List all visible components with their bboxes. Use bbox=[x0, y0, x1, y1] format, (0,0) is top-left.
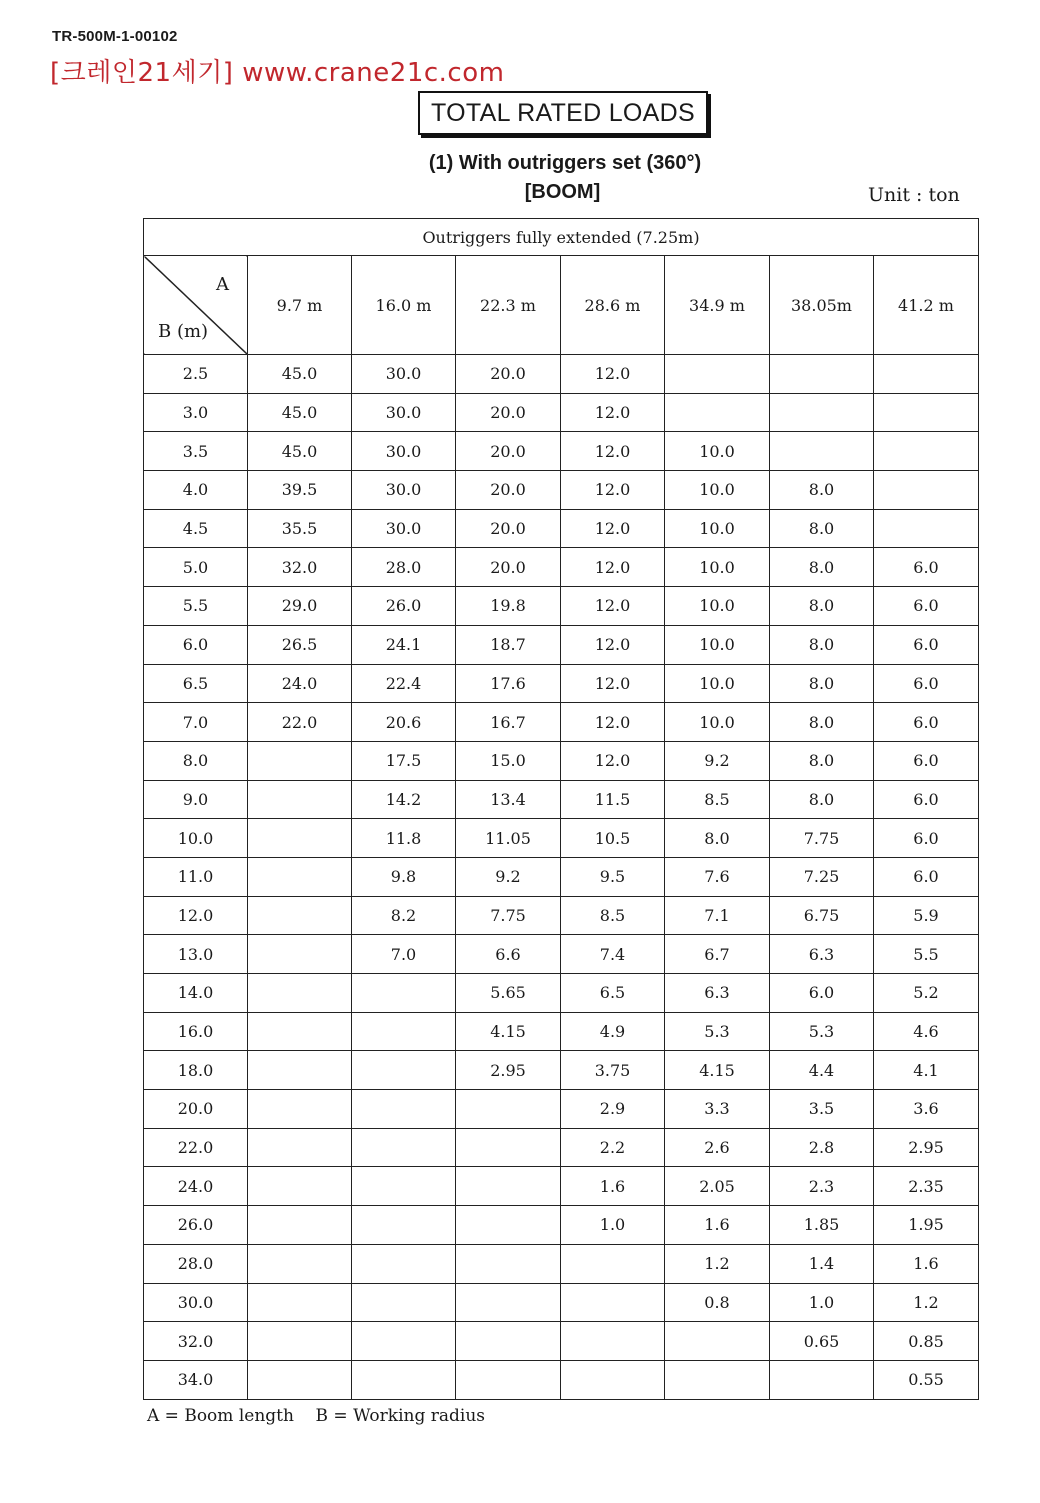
load-cell: 11.8 bbox=[352, 819, 456, 858]
load-cell: 1.0 bbox=[770, 1283, 874, 1322]
load-cell: 4.6 bbox=[874, 1012, 979, 1051]
load-cell: 10.0 bbox=[665, 587, 770, 626]
table-row bbox=[144, 819, 979, 858]
load-cell: 8.0 bbox=[770, 587, 874, 626]
table-row bbox=[144, 393, 979, 432]
table-row bbox=[144, 1206, 979, 1245]
load-cell: 12.0 bbox=[561, 703, 665, 742]
load-cell: 8.0 bbox=[665, 819, 770, 858]
load-cell: 10.0 bbox=[665, 625, 770, 664]
radius-cell: 26.0 bbox=[144, 1206, 248, 1245]
load-cell: 39.5 bbox=[248, 471, 352, 510]
load-cell: 7.75 bbox=[770, 819, 874, 858]
table-row bbox=[144, 857, 979, 896]
load-cell bbox=[874, 509, 979, 548]
radius-cell: 3.5 bbox=[144, 432, 248, 471]
subtitle: (1) With outriggers set (360°) bbox=[428, 152, 702, 174]
load-cell: 4.9 bbox=[561, 1012, 665, 1051]
load-cell: 9.2 bbox=[665, 741, 770, 780]
load-cell: 11.05 bbox=[456, 819, 561, 858]
watermark-text: [크레인21세기] www.crane21c.com bbox=[50, 58, 505, 88]
radius-cell: 6.0 bbox=[144, 625, 248, 664]
table-row bbox=[144, 1283, 979, 1322]
load-cell: 6.5 bbox=[561, 974, 665, 1013]
load-cell bbox=[248, 1167, 352, 1206]
table-row bbox=[144, 896, 979, 935]
load-cell: 10.0 bbox=[665, 703, 770, 742]
load-cell: 9.5 bbox=[561, 857, 665, 896]
table-row bbox=[144, 1244, 979, 1283]
load-cell: 8.0 bbox=[770, 548, 874, 587]
rated-loads-table bbox=[143, 218, 979, 1400]
load-cell: 0.8 bbox=[665, 1283, 770, 1322]
load-cell: 4.4 bbox=[770, 1051, 874, 1090]
radius-cell: 7.0 bbox=[144, 703, 248, 742]
column-header-boom-length: 9.7 m bbox=[248, 256, 352, 355]
radius-cell: 10.0 bbox=[144, 819, 248, 858]
load-cell: 12.0 bbox=[561, 625, 665, 664]
radius-cell: 5.5 bbox=[144, 587, 248, 626]
load-cell: 45.0 bbox=[248, 355, 352, 394]
load-cell: 1.85 bbox=[770, 1206, 874, 1245]
load-cell: 16.7 bbox=[456, 703, 561, 742]
load-cell bbox=[352, 1322, 456, 1361]
radius-cell: 3.0 bbox=[144, 393, 248, 432]
load-cell: 1.0 bbox=[561, 1206, 665, 1245]
load-cell bbox=[874, 432, 979, 471]
load-cell: 30.0 bbox=[352, 393, 456, 432]
load-cell: 10.0 bbox=[665, 509, 770, 548]
load-cell: 8.0 bbox=[770, 780, 874, 819]
load-cell: 10.0 bbox=[665, 664, 770, 703]
table-row bbox=[144, 664, 979, 703]
load-cell: 32.0 bbox=[248, 548, 352, 587]
column-header-boom-length: 41.2 m bbox=[874, 256, 979, 355]
load-cell bbox=[561, 1283, 665, 1322]
load-cell: 5.5 bbox=[874, 935, 979, 974]
load-cell bbox=[770, 393, 874, 432]
load-cell bbox=[665, 1360, 770, 1399]
load-cell: 15.0 bbox=[456, 741, 561, 780]
table-row bbox=[144, 471, 979, 510]
radius-cell: 5.0 bbox=[144, 548, 248, 587]
load-cell: 24.1 bbox=[352, 625, 456, 664]
load-cell bbox=[352, 1283, 456, 1322]
legend-note: A = Boom length B = Working radius bbox=[147, 1406, 485, 1426]
radius-cell: 4.5 bbox=[144, 509, 248, 548]
load-cell: 10.0 bbox=[665, 548, 770, 587]
column-header-boom-length: 38.05m bbox=[770, 256, 874, 355]
load-cell: 1.6 bbox=[665, 1206, 770, 1245]
load-cell: 2.9 bbox=[561, 1090, 665, 1129]
load-cell bbox=[770, 432, 874, 471]
load-cell: 3.6 bbox=[874, 1090, 979, 1129]
radius-cell: 13.0 bbox=[144, 935, 248, 974]
load-cell: 17.6 bbox=[456, 664, 561, 703]
load-cell bbox=[561, 1322, 665, 1361]
table-row bbox=[144, 703, 979, 742]
load-cell: 6.0 bbox=[874, 703, 979, 742]
load-cell bbox=[352, 1244, 456, 1283]
table-row bbox=[144, 587, 979, 626]
load-cell: 45.0 bbox=[248, 432, 352, 471]
load-cell bbox=[456, 1283, 561, 1322]
table-row bbox=[144, 548, 979, 587]
load-cell bbox=[352, 1360, 456, 1399]
load-cell: 24.0 bbox=[248, 664, 352, 703]
load-cell: 8.0 bbox=[770, 471, 874, 510]
load-cell: 7.0 bbox=[352, 935, 456, 974]
load-cell: 1.95 bbox=[874, 1206, 979, 1245]
load-cell bbox=[456, 1244, 561, 1283]
load-cell bbox=[248, 1051, 352, 1090]
table-row bbox=[144, 1167, 979, 1206]
load-cell: 6.0 bbox=[874, 548, 979, 587]
load-cell bbox=[248, 1322, 352, 1361]
table-row bbox=[144, 432, 979, 471]
load-cell: 12.0 bbox=[561, 432, 665, 471]
load-cell: 5.3 bbox=[770, 1012, 874, 1051]
load-cell: 30.0 bbox=[352, 355, 456, 394]
load-cell: 1.2 bbox=[874, 1283, 979, 1322]
radius-cell: 20.0 bbox=[144, 1090, 248, 1129]
load-cell: 19.8 bbox=[456, 587, 561, 626]
radius-cell: 16.0 bbox=[144, 1012, 248, 1051]
load-cell bbox=[248, 1012, 352, 1051]
load-cell: 2.8 bbox=[770, 1128, 874, 1167]
load-cell bbox=[352, 1128, 456, 1167]
load-cell bbox=[352, 1090, 456, 1129]
load-cell: 4.15 bbox=[456, 1012, 561, 1051]
load-cell: 18.7 bbox=[456, 625, 561, 664]
load-cell bbox=[352, 1167, 456, 1206]
section-label: [BOOM] bbox=[524, 181, 601, 203]
load-cell bbox=[248, 896, 352, 935]
load-cell: 8.0 bbox=[770, 703, 874, 742]
load-cell: 20.0 bbox=[456, 548, 561, 587]
load-cell: 8.0 bbox=[770, 625, 874, 664]
radius-cell: 30.0 bbox=[144, 1283, 248, 1322]
load-cell: 2.3 bbox=[770, 1167, 874, 1206]
load-cell: 8.0 bbox=[770, 509, 874, 548]
load-cell: 5.65 bbox=[456, 974, 561, 1013]
load-cell: 22.0 bbox=[248, 703, 352, 742]
load-cell: 10.0 bbox=[665, 471, 770, 510]
load-cell: 7.1 bbox=[665, 896, 770, 935]
load-cell bbox=[352, 1051, 456, 1090]
table-body bbox=[144, 355, 979, 1400]
load-cell: 20.0 bbox=[456, 509, 561, 548]
load-cell bbox=[248, 1128, 352, 1167]
load-cell bbox=[248, 1360, 352, 1399]
load-cell: 12.0 bbox=[561, 355, 665, 394]
table-row bbox=[144, 935, 979, 974]
load-cell: 20.0 bbox=[456, 355, 561, 394]
load-cell: 30.0 bbox=[352, 471, 456, 510]
load-cell: 14.2 bbox=[352, 780, 456, 819]
load-cell: 2.35 bbox=[874, 1167, 979, 1206]
load-cell bbox=[248, 1283, 352, 1322]
load-cell: 45.0 bbox=[248, 393, 352, 432]
load-cell: 12.0 bbox=[561, 509, 665, 548]
load-cell: 3.5 bbox=[770, 1090, 874, 1129]
load-cell: 1.4 bbox=[770, 1244, 874, 1283]
load-cell: 20.6 bbox=[352, 703, 456, 742]
table-row bbox=[144, 1360, 979, 1399]
load-cell: 20.0 bbox=[456, 393, 561, 432]
table-row bbox=[144, 780, 979, 819]
load-cell: 2.95 bbox=[456, 1051, 561, 1090]
radius-cell: 8.0 bbox=[144, 741, 248, 780]
corner-label-b: B (m) bbox=[158, 321, 209, 342]
load-cell bbox=[456, 1206, 561, 1245]
corner-header-cell bbox=[144, 256, 248, 355]
load-cell: 5.3 bbox=[665, 1012, 770, 1051]
load-cell: 4.15 bbox=[665, 1051, 770, 1090]
load-cell bbox=[248, 1206, 352, 1245]
load-cell bbox=[352, 1012, 456, 1051]
load-cell bbox=[770, 1360, 874, 1399]
load-cell bbox=[665, 355, 770, 394]
load-cell bbox=[352, 1206, 456, 1245]
load-cell: 7.75 bbox=[456, 896, 561, 935]
load-cell: 1.2 bbox=[665, 1244, 770, 1283]
load-cell: 8.0 bbox=[770, 664, 874, 703]
load-cell bbox=[248, 935, 352, 974]
load-cell: 10.5 bbox=[561, 819, 665, 858]
radius-cell: 22.0 bbox=[144, 1128, 248, 1167]
radius-cell: 32.0 bbox=[144, 1322, 248, 1361]
table-row bbox=[144, 355, 979, 394]
table-row bbox=[144, 1128, 979, 1167]
load-cell: 0.85 bbox=[874, 1322, 979, 1361]
load-cell bbox=[456, 1128, 561, 1167]
load-cell: 20.0 bbox=[456, 471, 561, 510]
corner-label-a: A bbox=[216, 274, 229, 295]
load-cell: 35.5 bbox=[248, 509, 352, 548]
load-cell bbox=[561, 1244, 665, 1283]
load-cell: 29.0 bbox=[248, 587, 352, 626]
load-cell: 2.6 bbox=[665, 1128, 770, 1167]
column-header-row bbox=[144, 256, 979, 355]
table-row bbox=[144, 1322, 979, 1361]
radius-cell: 11.0 bbox=[144, 857, 248, 896]
radius-cell: 28.0 bbox=[144, 1244, 248, 1283]
load-cell: 0.55 bbox=[874, 1360, 979, 1399]
radius-cell: 34.0 bbox=[144, 1360, 248, 1399]
radius-cell: 2.5 bbox=[144, 355, 248, 394]
load-cell bbox=[248, 819, 352, 858]
load-cell: 9.8 bbox=[352, 857, 456, 896]
radius-cell: 12.0 bbox=[144, 896, 248, 935]
load-cell bbox=[456, 1090, 561, 1129]
load-cell bbox=[770, 355, 874, 394]
load-cell bbox=[248, 1244, 352, 1283]
load-cell: 6.0 bbox=[874, 587, 979, 626]
load-cell: 10.0 bbox=[665, 432, 770, 471]
load-cell: 26.5 bbox=[248, 625, 352, 664]
load-cell: 1.6 bbox=[874, 1244, 979, 1283]
load-cell bbox=[874, 471, 979, 510]
load-cell bbox=[665, 1322, 770, 1361]
load-cell: 6.3 bbox=[665, 974, 770, 1013]
load-cell: 3.75 bbox=[561, 1051, 665, 1090]
load-cell: 5.9 bbox=[874, 896, 979, 935]
load-cell: 6.7 bbox=[665, 935, 770, 974]
load-cell: 12.0 bbox=[561, 741, 665, 780]
load-cell: 3.3 bbox=[665, 1090, 770, 1129]
column-header-boom-length: 34.9 m bbox=[665, 256, 770, 355]
load-cell: 6.6 bbox=[456, 935, 561, 974]
column-header-boom-length: 16.0 m bbox=[352, 256, 456, 355]
table-row bbox=[144, 509, 979, 548]
load-cell: 2.2 bbox=[561, 1128, 665, 1167]
unit-label: Unit : ton bbox=[868, 184, 960, 206]
column-header-boom-length: 28.6 m bbox=[561, 256, 665, 355]
load-cell: 30.0 bbox=[352, 509, 456, 548]
load-cell: 20.0 bbox=[456, 432, 561, 471]
load-cell: 4.1 bbox=[874, 1051, 979, 1090]
load-cell: 8.2 bbox=[352, 896, 456, 935]
load-cell bbox=[456, 1360, 561, 1399]
table-row bbox=[144, 625, 979, 664]
load-cell: 12.0 bbox=[561, 587, 665, 626]
load-cell: 6.0 bbox=[874, 741, 979, 780]
radius-cell: 24.0 bbox=[144, 1167, 248, 1206]
table-row bbox=[144, 1051, 979, 1090]
load-cell: 12.0 bbox=[561, 664, 665, 703]
load-cell bbox=[561, 1360, 665, 1399]
load-cell: 2.95 bbox=[874, 1128, 979, 1167]
load-cell: 6.0 bbox=[874, 664, 979, 703]
load-cell: 6.3 bbox=[770, 935, 874, 974]
load-cell: 2.05 bbox=[665, 1167, 770, 1206]
radius-cell: 9.0 bbox=[144, 780, 248, 819]
load-cell: 5.2 bbox=[874, 974, 979, 1013]
radius-cell: 6.5 bbox=[144, 664, 248, 703]
load-cell: 13.4 bbox=[456, 780, 561, 819]
load-cell: 22.4 bbox=[352, 664, 456, 703]
column-header-boom-length: 22.3 m bbox=[456, 256, 561, 355]
load-cell: 6.0 bbox=[874, 625, 979, 664]
load-cell: 6.0 bbox=[874, 857, 979, 896]
radius-cell: 4.0 bbox=[144, 471, 248, 510]
load-cell: 30.0 bbox=[352, 432, 456, 471]
load-cell bbox=[456, 1322, 561, 1361]
load-cell: 12.0 bbox=[561, 471, 665, 510]
load-cell: 17.5 bbox=[352, 741, 456, 780]
load-cell: 8.0 bbox=[770, 741, 874, 780]
load-cell bbox=[248, 741, 352, 780]
radius-cell: 14.0 bbox=[144, 974, 248, 1013]
load-cell bbox=[874, 355, 979, 394]
load-cell: 1.6 bbox=[561, 1167, 665, 1206]
load-cell: 9.2 bbox=[456, 857, 561, 896]
load-cell bbox=[456, 1167, 561, 1206]
page-title: TOTAL RATED LOADS bbox=[418, 91, 708, 135]
load-cell bbox=[665, 393, 770, 432]
table-row bbox=[144, 1012, 979, 1051]
load-cell: 7.6 bbox=[665, 857, 770, 896]
document-id: TR-500M-1-00102 bbox=[52, 28, 178, 45]
load-cell: 28.0 bbox=[352, 548, 456, 587]
table-caption: Outriggers fully extended (7.25m) bbox=[144, 219, 979, 256]
load-cell: 8.5 bbox=[561, 896, 665, 935]
load-cell: 6.75 bbox=[770, 896, 874, 935]
load-cell: 12.0 bbox=[561, 548, 665, 587]
load-cell: 26.0 bbox=[352, 587, 456, 626]
load-cell bbox=[874, 393, 979, 432]
load-cell: 12.0 bbox=[561, 393, 665, 432]
load-cell: 0.65 bbox=[770, 1322, 874, 1361]
load-cell: 8.5 bbox=[665, 780, 770, 819]
load-cell bbox=[248, 780, 352, 819]
table-row bbox=[144, 741, 979, 780]
load-cell: 7.4 bbox=[561, 935, 665, 974]
load-cell bbox=[248, 857, 352, 896]
load-cell bbox=[352, 974, 456, 1013]
load-cell bbox=[248, 974, 352, 1013]
load-cell: 6.0 bbox=[874, 819, 979, 858]
load-cell bbox=[248, 1090, 352, 1129]
radius-cell: 18.0 bbox=[144, 1051, 248, 1090]
load-cell: 11.5 bbox=[561, 780, 665, 819]
load-cell: 7.25 bbox=[770, 857, 874, 896]
table-row bbox=[144, 974, 979, 1013]
load-cell: 6.0 bbox=[874, 780, 979, 819]
table-row bbox=[144, 1090, 979, 1129]
load-cell: 6.0 bbox=[770, 974, 874, 1013]
